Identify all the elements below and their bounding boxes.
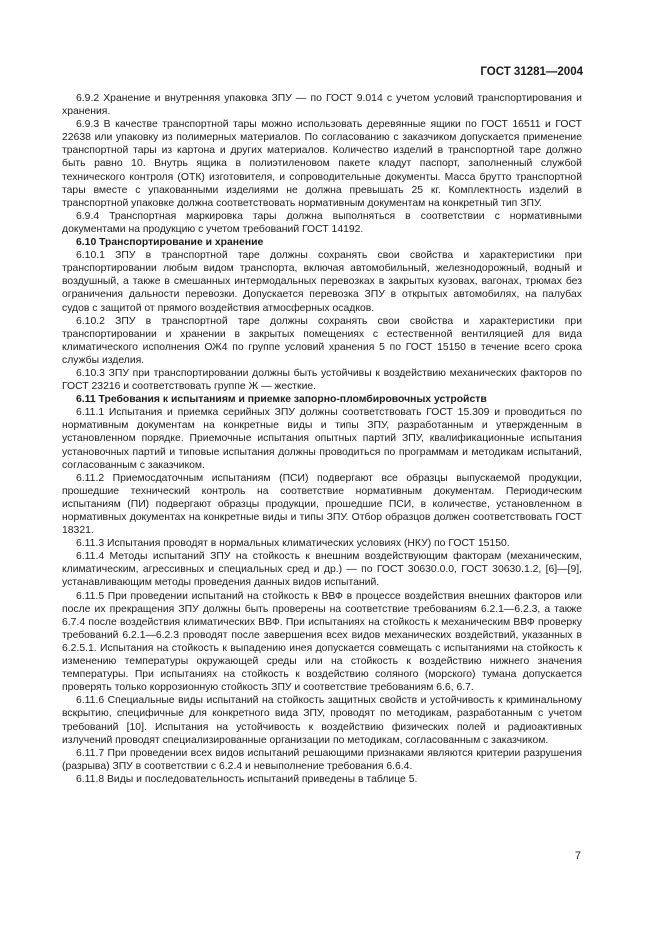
paragraph: 6.10.1 ЗПУ в транспортной таре должны сохранять свои свойства и характеристики при транспортировании любым видом транспорта, включая автомобильный, железнодорожный, водный и воздушный, а также в смешанных интермодальных перевозках в закрытых кузовах, вагонах, трюмах без ограничения дальности перевозки. Допускается перевозка ЗПУ в открытых автомобилях, на палубах судов с защитой от прямого воздействия атмосферных осадков.: [62, 250, 582, 314]
paragraph: 6.10.3 ЗПУ при транспортировании должны быть устойчивы к воздействию механических факторов по ГОСТ 23216 и соответствовать группе Ж — жесткие.: [62, 367, 582, 393]
section-heading: 6.11 Требования к испытаниям и приемке запорно-пломбировочных устройств: [76, 394, 487, 406]
paragraph: 6.11.7 При проведении всех видов испытаний решающими признаками являются критерии разрушения (разрыва) ЗПУ в соответствии с 6.2.4 и невыполнение требования 6.6.4.: [62, 747, 582, 772]
document-body: [62, 92, 582, 786]
paragraph: 6.11.6 Специальные виды испытаний на стойкость защитных свойств и устойчивость к криминальному вскрытию, специфичные для конкретного вида ЗПУ, проводят по методикам, разработанным с учетом требований [10]. Испытания на устойчивость к воздействию физических полей и радиоактивных излучений проводят специализированные организации по методикам, согласованным с заказчиком.: [62, 695, 582, 746]
paragraph: 6.11.1 Испытания и приемка серийных ЗПУ должны соответствовать ГОСТ 15.309 и проводиться по нормативным документам на конкретные виды и типы ЗПУ, разработанным и утвержденным в установленном порядке. Приемочные испытания опытных партий ЗПУ, квалификационные испытания установочных партий и типовые испытания должны проводиться по программам и методикам испытаний, согласованным с заказчиком.: [62, 407, 582, 471]
paragraph: 6.10.2 ЗПУ в транспортной таре должны сохранять свои свойства и характеристики при транспортировании и хранении в закрытых помещениях с естественной вентиляцией для вида климатического исполнения ОЖ4 по группе условий хранения 5 по ГОСТ 15150 в течение всего срока службы изделия.: [62, 315, 582, 366]
document-header: ГОСТ 31281—2004: [480, 66, 583, 78]
paragraph: 6.11.2 Приемосдаточным испытаниям (ПСИ) подвергают все образцы выпускаемой продукции, прошедшие технический контроль на соответствие нормативным документам. Периодическим испытаниям (ПИ) подвергают образцы продукции, прошедшие ПСИ, в количестве, установленном в нормативных документах на конкретные виды и типы ЗПУ. Отбор образцов должен соответствовать ГОСТ 18321.: [62, 472, 582, 537]
paragraph: 6.9.2 Хранение и внутренняя упаковка ЗПУ — по ГОСТ 9.014 с учетом условий транспортирования и хранения.: [62, 93, 582, 118]
paragraph: 6.11.3 Испытания проводят в нормальных климатических условиях (НКУ) по ГОСТ 15150.: [76, 538, 510, 550]
paragraph: 6.11.5 При проведении испытаний на стойкость к ВВФ в процессе воздействия внешних факторов или после их прекращения ЗПУ должны быть проверены на соответствие требованиям 6.2.1—6.2.3, а также 6.7.4 после воздействия климатических ВВФ. При испытаниях на стойкость к механическим ВВФ проверку требований 6.2.1—6.2.3 проводят после завершения всех видов механических воздействий, указанных в 6.2.5.1. Испытания на стойкость к выпадению инея допускается совмещать с испытаниями на стойкость к изменению температуры окружающей среды или на стойкость к воздействию нижнего значения температуры. При испытаниях на стойкость к воздействию соляного (морского) тумана допускается проверять только коррозионную стойкость ЗПУ и соответствие требованиям 6.6, 6.7.: [62, 590, 582, 694]
paragraph: 6.9.3 В качестве транспортной тары можно использовать деревянные ящики по ГОСТ 16511 и ГОСТ 22638 или упаковку из полимерных материалов. По согласованию с заказчиком допускается применение транспортной тары из картона и других материалов. Количество изделий в транспортной таре должно быть равно 10. Внутрь ящика в полиэтиленовом пакете кладут паспорт, заполненный службой технического контроля (ОТК) изготовителя, и сопроводительные документы. Масса брутто транспортной тары вместе с упакованными изделиями не должна превышать 25 кг. Комплектность изделий в транспортной упаковке должна соответствовать нормативным документам на конкретный тип ЗПУ.: [62, 119, 582, 209]
paragraph: 6.9.4 Транспортная маркировка тары должна выполняться в соответствии с нормативными документами на продукцию с учетом требований ГОСТ 14192.: [62, 210, 582, 235]
section-heading: 6.10 Транспортирование и хранение: [76, 237, 264, 249]
paragraph: 6.11.4 Методы испытаний ЗПУ на стойкость к внешним воздействующим факторам (механическим, климатическим, агрессивных и специальных сред и др.) — по ГОСТ 30630.0.0, ГОСТ 30630.1.2, [6]—[9], устанавливающим методы проведения данных видов испытаний.: [62, 551, 582, 589]
paragraph: 6.11.8 Виды и последовательность испытаний приведены в таблице 5.: [76, 773, 418, 785]
page-number: 7: [574, 850, 581, 862]
